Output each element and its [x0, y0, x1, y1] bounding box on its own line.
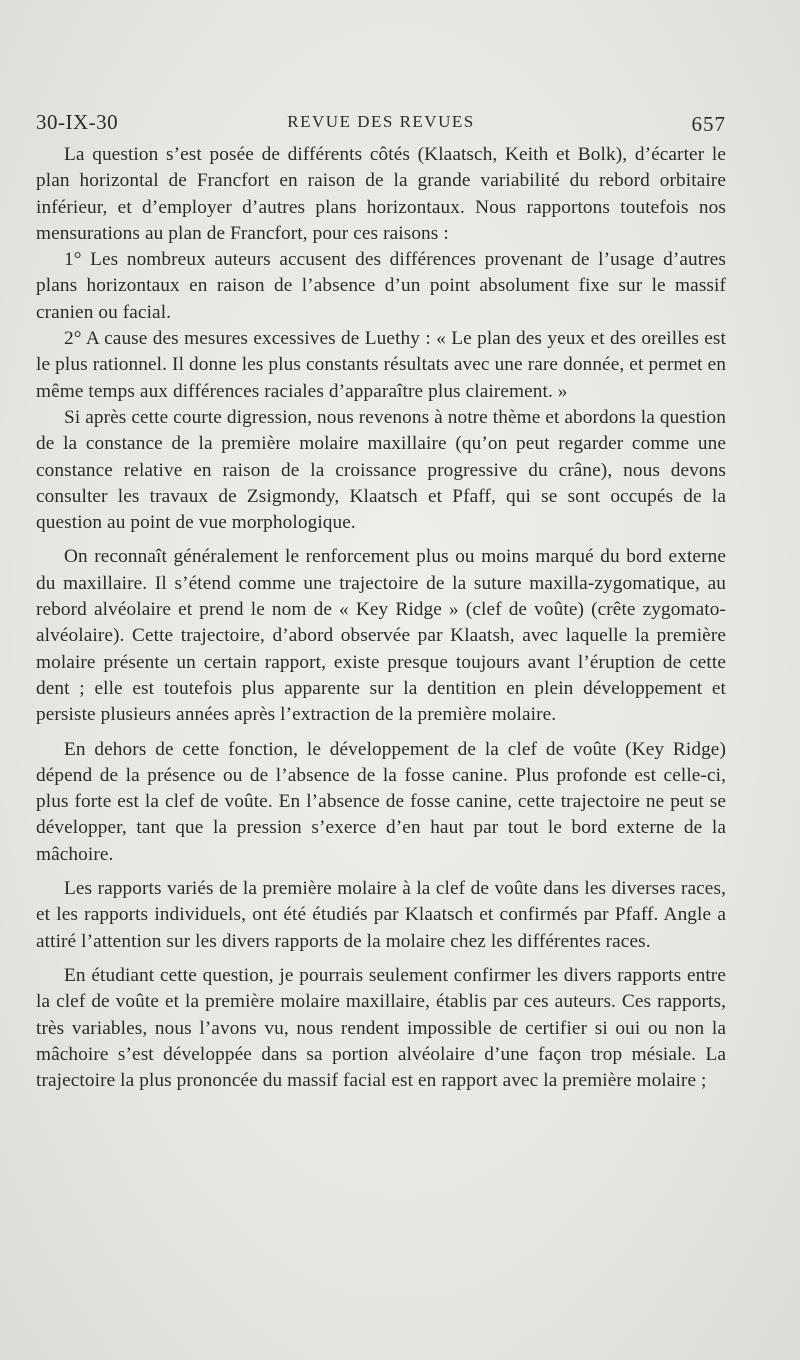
paragraph: La question s’est posée de différents côtés (Klaatsch, Keith et Bolk), d’écarter le plan horizontal de Francfort en raison de la grande variabilité du rebord orbitaire inférieur, et d’employer d’autres plans horizontaux. Nous rapportons toutefois nos mensurations au plan de Francfort, pour ces raisons :: [36, 144, 726, 244]
book-page: [36, 104, 726, 1094]
paragraph: En étudiant cette question, je pourrais seulement confirmer les divers rapports entre la clef de voûte et la première molaire maxillaire, établis par ces auteurs. Ces rapports, très variables, nous l’avons vu, nous rendent impossible de certifier si oui ou non la mâchoire s’est développée dans sa portion alvéolaire d’une façon trop mésiale. La trajectoire la plus prononcée du massif facial est en rapport avec la première molaire ;: [36, 964, 726, 1092]
paragraph: En dehors de cette fonction, le développement de la clef de voûte (Key Ridge) dépend de la présence ou de l’absence de la fosse canine. Plus profonde est celle-ci, plus forte est la clef de voûte. En l’absence de fosse canine, cette trajectoire ne peut se développer, tant que la pression s’exerce d’en haut par tout le bord externe de la mâchoire.: [36, 738, 726, 865]
header-date: 30-IX-30: [36, 110, 119, 134]
page-number: 657: [691, 112, 726, 136]
paragraph: 1° Les nombreux auteurs accusent des différences provenant de l’usage d’autres plans horizontaux en raison de l’absence d’un point absolument fixe sur le massif cranien ou facial.: [36, 249, 726, 323]
paragraph: 2° A cause des mesures excessives de Luethy : « Le plan des yeux et des oreilles est le plus rationnel. Il donne les plus constants résultats avec une rare donnée, et permet en même temps aux différences raciales d’apparaître plus clairement. »: [36, 328, 726, 402]
journal-title: REVUE DES REVUES: [287, 112, 475, 131]
paragraph: On reconnaît généralement le renforcement plus ou moins marqué du bord externe du maxillaire. Il s’étend comme une trajectoire de la suture maxilla-zygomatique, au rebord alvéolaire et prend le nom de « Key Ridge » (clef de voûte) (crête zygomato-alvéolaire). Cette trajectoire, d’abord observée par Klaatsh, avec laquelle la première molaire présente un certain rapport, existe presque toujours avant l’éruption de cette dent ; elle est toutefois plus apparente sur la dentition en plein développement et persiste plusieurs années après l’extraction de la première molaire.: [36, 546, 726, 726]
paragraph: Les rapports variés de la première molaire à la clef de voûte dans les diverses races, et les rapports individuels, ont été étudiés par Klaatsch et confirmés par Pfaff. Angle a attiré l’attention sur les divers rapports de la molaire chez les différentes races.: [36, 878, 726, 952]
body-text: [36, 142, 726, 1094]
paragraph: Si après cette courte digression, nous revenons à notre thème et abordons la question de la constance de la première molaire maxillaire (qu’on peut regarder comme une constance relative en raison de la croissance progressive du crâne), nous devons consulter les travaux de Zsigmondy, Klaatsch et Pfaff, qui se sont occupés de la question au point de vue morphologique.: [36, 406, 726, 534]
running-header: [36, 104, 726, 140]
